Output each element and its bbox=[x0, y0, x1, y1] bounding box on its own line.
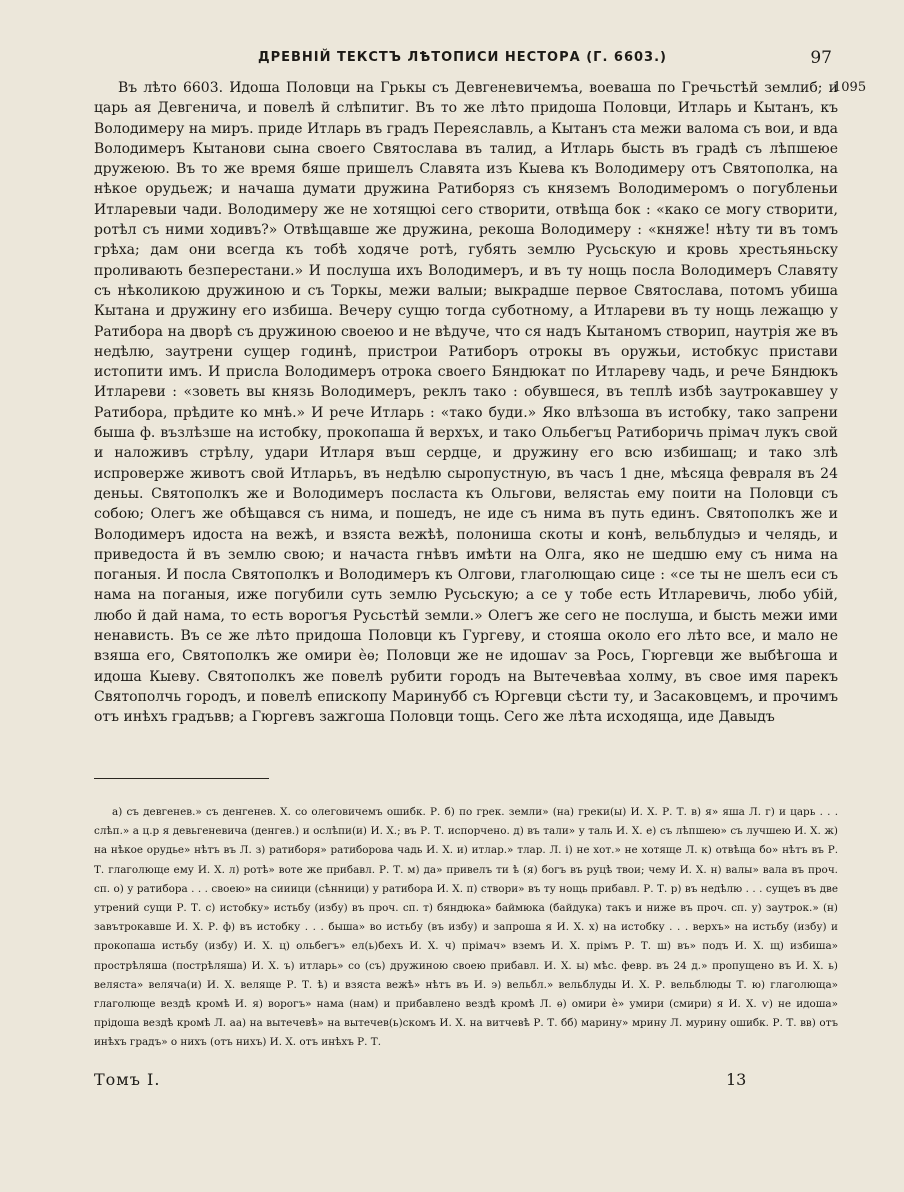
page-number: 97 bbox=[810, 48, 832, 68]
footnotes bbox=[94, 803, 838, 1053]
main-paragraph: Въ лѣто 6603. Идоша Половци на Грькы съ Девгеневичемъа, воеваша по Гречьстѣй землиб; и царь ая Девгенича, и повелѣ й слѣпитиг. Въ то же лѣто придоша Половци, Итларь и Кытанъ, къ Володимеру на миръ. приде Итларь въ градъ Переяславль, а Кытанъ ста межи валома съ вои, и вда Володимеръ Кытанови сына своего Святослава въ талид, а Итларь бысть въ градѣ съ лѣпшеюе дружеюю. Въ то же время бяше пришелъ Славята изъ Кыева къ Володимеру отъ Святополка, на нѣкое орудьеж; и начаша думати дружина Ратиборяз съ княземъ Володимеромъ о погубленьи Итларевыи чади. Володимеру же не хотящюі сего створити, отвѣща бок : «како се могу створити, ротѣл съ ними ходивъ?» Отвѣщавше же дружина, рекоша Володимеру : «княже! нѣту ти въ томъ грѣха; дам они всегда къ тобѣ ходяче ротѣ, губять землю Русьскую и кровь хрестьяньску проливають безперестани.» И послуша ихъ Володимеръ, и въ ту нощь посла Володимеръ Славяту съ нѣколикою дружиною и съ Торкы, межи валыи; выкрадше первое Святослава, потомъ убиша Кытана и дружину его избиша. Вечеру сущю тогда суботному, а Итлареви въ ту нощь лежащю у Ратибора на дворѣ съ дружиною своеюо и не вѣдуче, что ся надъ Кытаномъ створип, наутрія же въ недѣлю, заутрени сущер годинѣ, пристрои Ратиборъ отрокы въ оружьи, истобкус пристави истопити имъ. И присла Володимеръ отрока своего Бяндюкат по Итлареву чадь, и рече Бяндюкъ Итлареви : «зоветь вы князь Володимеръ, реклъ тако : обувшеся, въ теплѣ избѣ заутрокавшеу у Ратибора, прѣдите ко мнѣ.» И рече Итларь : «тако буди.» Яко влѣзоша въ истобку, тако запрени быша ф. възлѣзше на истобку, прокопаша й верхъх, и тако Ольбегъц Ратиборичь прімач лукъ свой и наложивъ стрѣлу, удари Итларя въш сердце, и дружину его всю избишащ; и тако злѣ испроверже животъ свой Итларьъ, въ недѣлю сыропустную, въ часъ 1 дне, мѣсяца февраля въ 24 деньы. Святополкъ же и Володимеръ посласта къ Ольгови, велястаь ему поити на Половци съ собою; Олегъ же обѣщався съ нима, и пошедъ, не иде съ нима въ путь единъ. Святополкъ же и Володимеръ идоста на вежѣ, и взяста вежѣѣ, полониша скоты и конѣ, вельблудыэ и челядь, и приведоста й въ землю свою; и начаста гнѣвъ имѣти на Олга, яко не шедшю ему съ нима на поганыя. И посла Святополкъ и Володимеръ къ Олгови, глаголющаю сице : «се ты не шелъ еси съ нама на поганыя, иже погубили суть землю Русьскую; а се у тобе есть Итларевичь, любо убій, любо й дай нама, то есть ворогъя Русьстѣй земли.» Олегъ же сего не послуша, и бысть межи ими ненависть. Въ се же лѣто придоша Половци къ Гургеву, и стояша около его лѣто все, и мало не взяша его, Святополкъ же омири ѐѳ; Половци же не идошаѵ за Рось, Гюргевци же выбѣгоша и идоша Кыеву. Святополкъ же повелѣ рубити городъ на Вытечевѣаа холму, въ свое имя парекъ Святополчь городъ, и повелѣ епископу Маринубб съ Юргевци сѣсти ту, и Засаковцемъ, и прочимъ отъ инѣхъ градъвв; а Гюргевъ зажгоша Половци тощь. Сего же лѣта исходяща, иде Давыдъ bbox=[94, 80, 838, 726]
running-title: ДРЕВНІЙ ТЕКСТЪ ЛѢТОПИСИ НЕСТОРА (Г. 6603.) bbox=[258, 50, 667, 65]
footnote-divider bbox=[94, 778, 269, 779]
footnotes-paragraph: а) съ девгенев.» съ денгенев. Х. со олеговичемъ ошибк. Р. б) по грек. земли» (на) греки(ы) И. Х. Р. Т. в) я» яша Л. г) и царь . . . слѣп.» а ц.р я девьгеневича (денгев.) и ослѣпи(и) И. Х.; въ Р. Т. испорчено. д) въ тали» у таль И. Х. е) съ лѣпшею» съ лучшею И. Х. ж) на нѣкое орудье» нѣтъ въ Л. з) ратиборя» ратиборова чадь И. Х. и) итлар.» тлар. Л. і) не хот.» не хотяще Л. к) отвѣща бо» нѣтъ въ Р. Т. глаголюще ему И. Х. л) ротѣ» воте же прибавл. Р. Т. м) да» привелъ ти ѣ (я) богъ въ руцѣ твои; чему И. Х. н) валы» вала въ проч. сп. о) у ратибора . . . своею» на сииици (сѣнници) у ратибора И. Х. п) створи» въ ту нощь прибавл. Р. Т. р) въ недѣлю . . . сущеъ въ две утрений сущи Р. Т. с) истобку» истьбу (избу) въ проч. сп. т) бяндюка» баймюка (байдука) такъ и ниже въ проч. сп. у) заутрок.» (н) завътрокавше И. Х. Р. ф) въ истобку . . . быша» во истьбу (въ избу) и запроша я И. Х. х) на истобку . . . верхъ» на истьбу (избу) и прокопаша истьбу (избу) И. Х. ц) ольбегъ» ел(ь)бехъ И. Х. ч) прімач» вземъ И. Х. прімъ Р. Т. ш) въ» подъ И. Х. щ) избиша» прострѣляша (пострѣляша) И. Х. ъ) итларь» со (съ) дружиною своею прибавл. И. Х. ы) мѣс. февр. въ 24 д.» пропущено въ И. Х. ь) веляста» веляча(и) И. Х. веляще Р. Т. ѣ) и взяста вежѣ» нѣтъ въ И. э) вельбл.» вельблуды И. Х. Р. вельблюды Т. ю) глаголюща» глаголюще вездѣ кромѣ И. я) ворогъ» нама (нам) и прибавлено вездѣ кромѣ Л. ѳ) омири ѐ» умири (смири) я И. Х. ѵ) не идоша» прідоша вездѣ кромѣ Л. аа) на вытечевѣ» на вытечев(ь)скомъ И. Х. на витчевѣ Р. Т. бб) марину» мрину Л. мурину ошибк. Р. Т. вв) отъ инѣхъ градъ» о нихъ (отъ нихъ) И. Х. отъ инѣхъ Р. Т. bbox=[94, 806, 838, 1049]
page-footer bbox=[94, 1070, 838, 1094]
signature-mark: 13 bbox=[726, 1070, 747, 1089]
margin-year-note: 1095 bbox=[833, 80, 867, 95]
chronicle-text bbox=[94, 78, 838, 728]
page-header bbox=[100, 48, 840, 72]
volume-label: Томъ I. bbox=[94, 1070, 161, 1089]
